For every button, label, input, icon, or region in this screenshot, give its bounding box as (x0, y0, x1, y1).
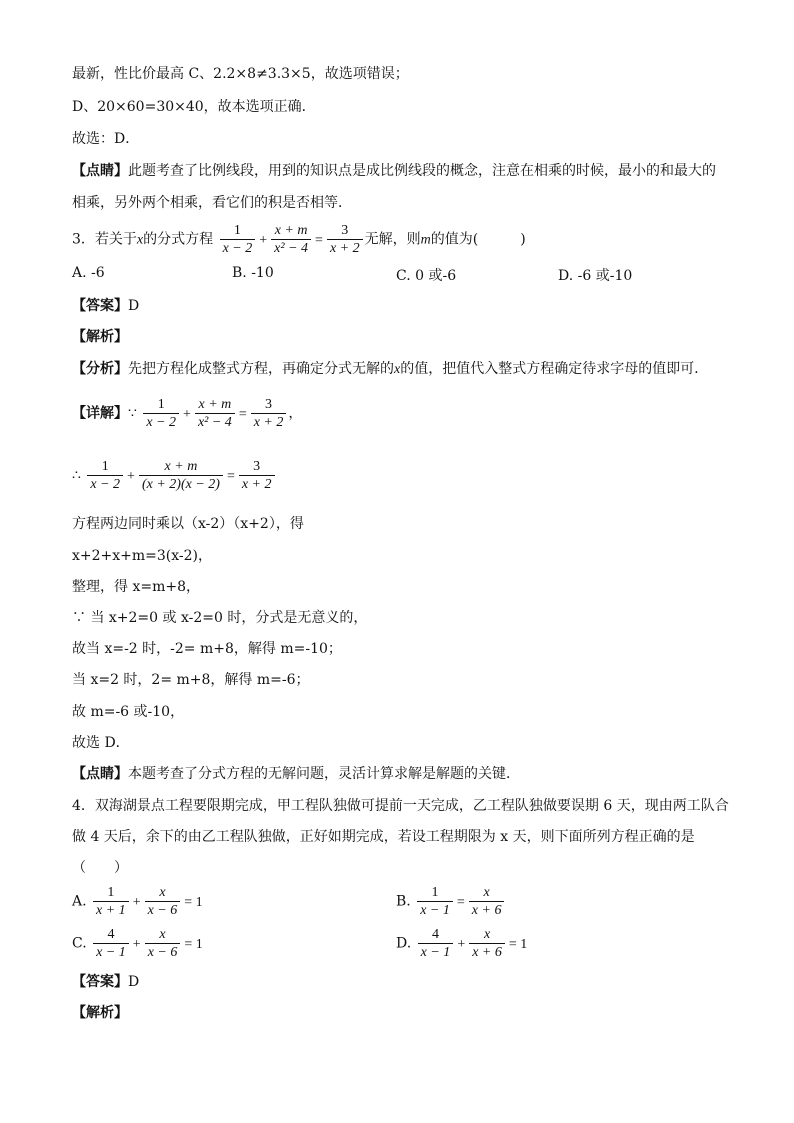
q4-option-a: A. $\frac{1}{x + 1}$ + $\frac{x}{x - 6}$ = 1 (72, 885, 203, 918)
q4-answer: D (128, 974, 140, 990)
q3-fenxi-text-2: 的值，把值代入整式方程确定待求字母的值即可． (400, 361, 709, 377)
question-3-stem (72, 222, 526, 258)
q3-prefix: 3．若关于 (72, 231, 137, 248)
question-4-stem-3: （ ） (72, 860, 128, 876)
q4-option-c-label: C. (72, 935, 87, 952)
q4-option-d: D. $\frac{4}{x - 1}$ + $\frac{x}{x + 6}$ = 1 (396, 927, 528, 960)
q3-fraction-3: $\frac{3}{x + 2}$ (327, 222, 363, 257)
q4-option-d-label: D. (396, 935, 412, 952)
q3-answer: D (128, 298, 140, 314)
q4-option-c: C. $\frac{4}{x - 1}$ + $\frac{x}{x - 6}$ = 1 (72, 927, 203, 960)
q3-comment-tag: 【点睛】 (72, 766, 128, 782)
text-line-1: 最新，性比价最高 C、2.2×8≠3.3×5，故选项错误； (72, 66, 409, 82)
q4-option-a-label: A. (72, 893, 87, 910)
q3-step-8: 故选 D． (72, 735, 130, 751)
comment-line (72, 161, 716, 181)
therefore-symbol: ∴ (72, 467, 81, 484)
q4-analysis-heading: 【解析】 (72, 1005, 128, 1021)
q3-var-x: x (136, 232, 144, 248)
because-symbol: ∵ (128, 405, 137, 422)
q4-answer-tag: 【答案】 (72, 974, 128, 990)
q3-detail-tag: 【详解】 (72, 405, 128, 422)
q3-fraction-1: $\frac{1}{x - 2}$ (220, 222, 256, 257)
comment-text: 此题考查了比例线段，用到的知识点是成比例线段的概念，注意在相乘的时候，最小的和最大的 (128, 163, 716, 179)
q3-var-m: m (420, 232, 431, 248)
q3-detail-eq-1: 【详解】∵ $\frac{1}{x - 2}$ + $\frac{x + m}{\text{x² − 4}}$ = $\frac{3}{x + 2}$ ， (72, 397, 303, 430)
text-line-2: D、20×60=30×40，故本选项正确． (72, 99, 316, 115)
q3-suffix-1: 无解，则 (364, 231, 421, 248)
q3-comment-text: 本题考查了分式方程的无解问题，灵活计算求解是解题的关键． (128, 766, 520, 782)
q3-option-b: B. -10 (232, 265, 274, 281)
detail-fraction-1: $\frac{1}{x - 2}$ (143, 396, 179, 431)
q3-step-6: 当 x=2 时，2= m+8，解得 m=-6； (72, 672, 310, 688)
q3-mid: 的分式方程 (143, 231, 214, 248)
q3-analysis-heading: 【解析】 (72, 329, 128, 345)
q3-fenxi-text-1: 先把方程化成整式方程，再确定分式无解的 (128, 361, 394, 377)
question-4-stem-1: 4．双海湖景点工程要限期完成，甲工程队独做可提前一天完成，乙工程队独做要误期 6 天，现由两工队合 (72, 798, 729, 814)
q3-option-d: D. -6 或-10 (558, 268, 633, 284)
detail-fraction-3: $\frac{3}{x + 2}$ (251, 396, 287, 431)
q3-fenxi-line (72, 359, 708, 380)
detail2-fraction-1: $\frac{1}{x - 2}$ (87, 458, 123, 493)
q3-option-a: A. -6 (72, 265, 105, 281)
comma: ， (288, 405, 303, 422)
q3-equals: = (315, 232, 323, 248)
q3-step-5: 故当 x=-2 时，-2= m+8，解得 m=-10； (72, 641, 342, 657)
q3-option-c: C. 0 或-6 (396, 268, 457, 284)
q3-plus: + (259, 232, 268, 248)
detail2-fraction-2: $\frac{x + m}{(x + 2)(x - 2)}$ (139, 458, 223, 493)
q3-step-2: x+2+x+m=3(x-2)， (72, 548, 213, 564)
q4-option-b: B. $\frac{1}{x - 1}$ = $\frac{x}{x + 6}$ (396, 884, 506, 920)
q3-fenxi-tag: 【分析】 (72, 361, 128, 377)
text-line-5: 相乘，另外两个相乘，看它们的积是否相等． (72, 195, 352, 211)
q3-step-7: 故 m=-6 或-10， (72, 704, 185, 720)
q3-step-1: 方程两边同时乘以（x-2）（x+2），得 (72, 516, 304, 532)
detail-fraction-2: $\frac{x + m}{\text{x² − 4}}$ (195, 396, 235, 431)
q3-answer-line (72, 296, 139, 316)
comment-tag: 【点睛】 (72, 163, 128, 179)
question-4-stem-2: 做 4 天后，余下的由乙工程队独做，正好如期完成，若设工程期限为 x 天，则下面所列方程正确的是 (72, 829, 695, 845)
q4-answer-line (72, 972, 139, 992)
q3-suffix-2: 的值为( ) (430, 231, 526, 248)
q4-option-b-label: B. (396, 893, 411, 910)
q3-comment-line (72, 764, 520, 784)
q3-step-3: 整理，得 x=m+8， (72, 579, 200, 595)
q3-step-4: ∵ 当 x+2=0 或 x-2=0 时，分式是无意义的， (72, 610, 368, 626)
detail2-fraction-3: $\frac{3}{x + 2}$ (239, 458, 275, 493)
q3-fenxi-var: x (394, 362, 401, 377)
q3-fraction-2: $\frac{x + m}{\text{x² − 4}}$ (271, 222, 311, 257)
q3-detail-eq-2: ∴ $\frac{1}{x - 2}$ + $\frac{x + m}{(x + 2)(x - 2)}$ = $\frac{3}{x + 2}$ (72, 458, 277, 494)
text-line-3: 故选：D． (72, 131, 140, 147)
q3-answer-tag: 【答案】 (72, 298, 128, 314)
